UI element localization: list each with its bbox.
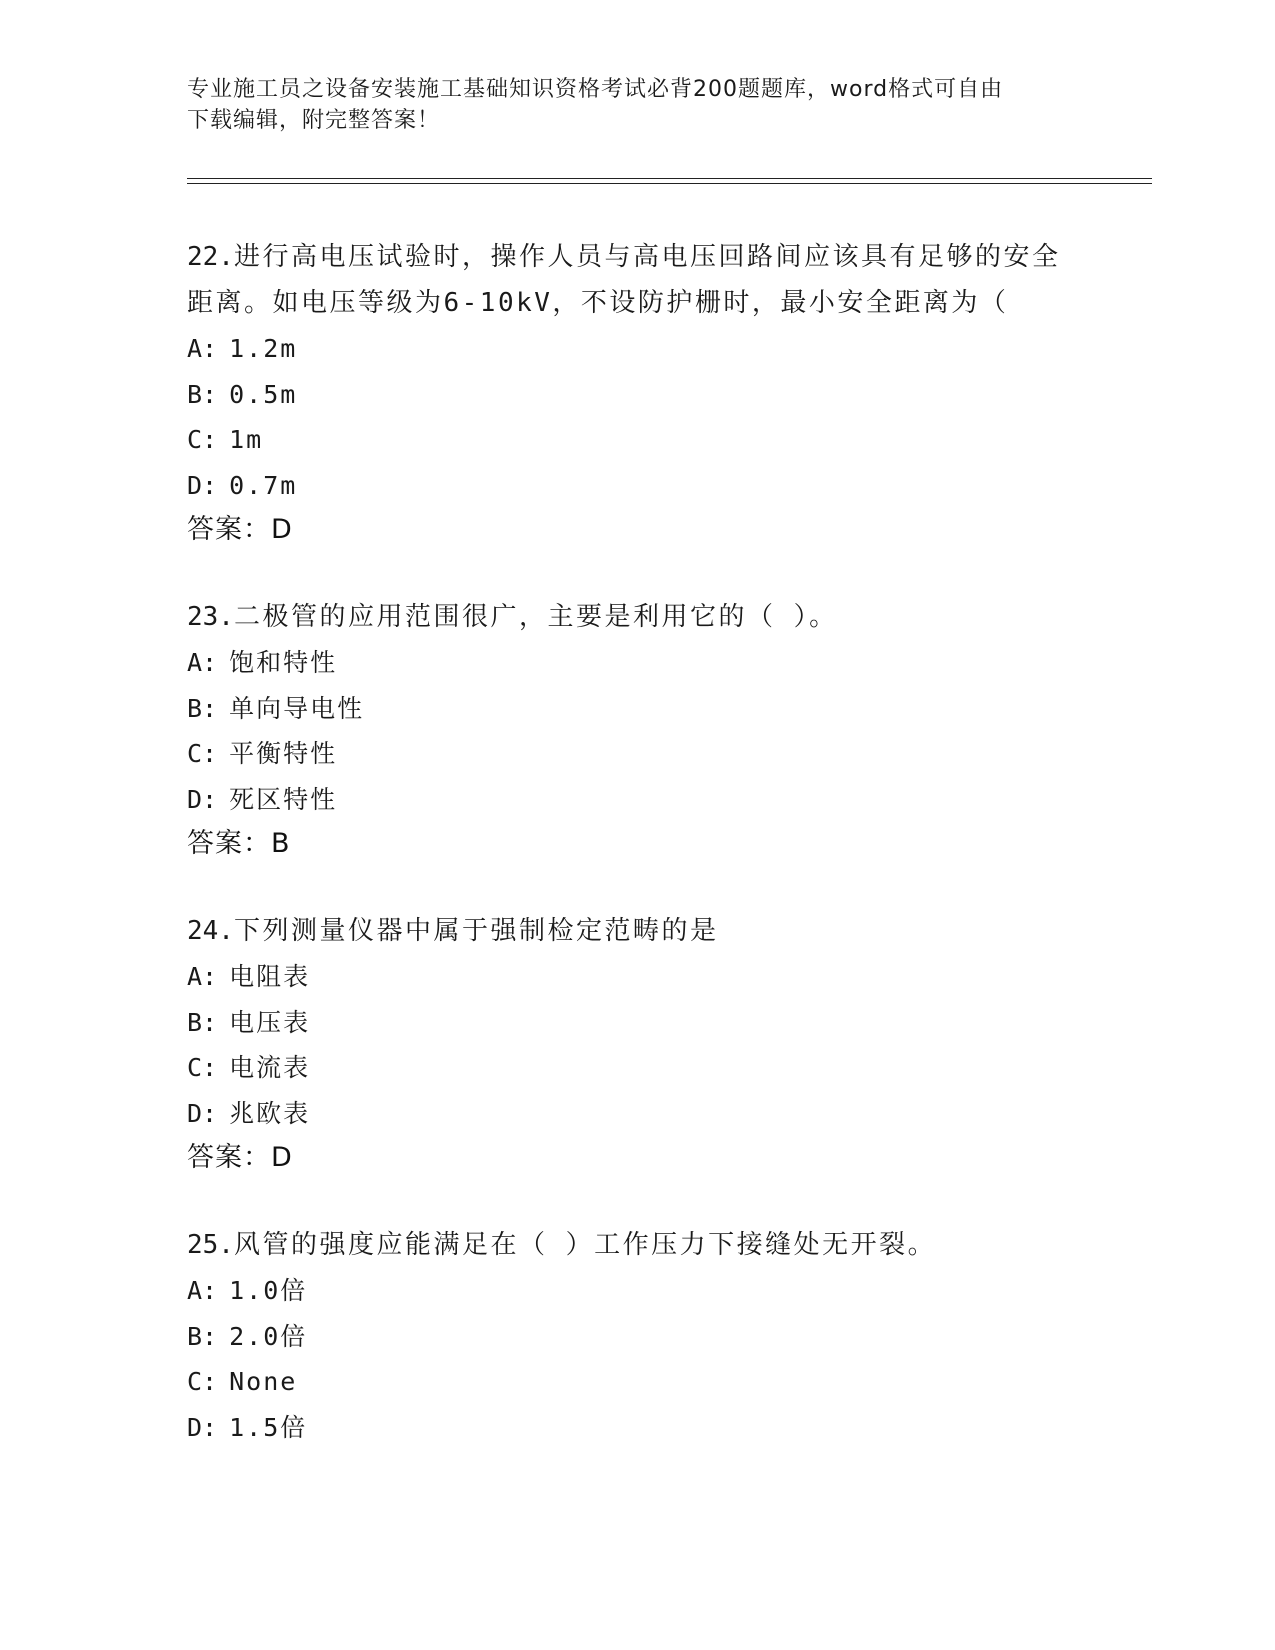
question-25 xyxy=(187,1222,1087,1450)
option-text: 1.0倍 xyxy=(229,1276,308,1305)
option-text: 单向导电性 xyxy=(229,693,365,723)
option-text: 1m xyxy=(229,425,264,454)
question-text-line-1: 风管的强度应能满足在（ ）工作压力下接缝处无开裂。 xyxy=(233,1230,937,1260)
question-text xyxy=(187,1222,1087,1268)
header-divider-top xyxy=(187,178,1152,179)
header-divider-bottom xyxy=(187,183,1152,184)
option-b xyxy=(187,1314,1087,1360)
option-text: 平衡特性 xyxy=(229,739,338,768)
option-letter: A: xyxy=(187,334,218,363)
option-text: 兆欧表 xyxy=(229,1098,311,1128)
header-title-line-2: 下载编辑，附完整答案！ xyxy=(187,108,441,133)
option-c xyxy=(187,417,1087,463)
question-number: 24. xyxy=(187,916,234,946)
answer-label: 答案： xyxy=(187,514,271,545)
document-header xyxy=(187,74,1087,136)
option-letter: D: xyxy=(187,784,218,814)
option-b xyxy=(187,372,1087,418)
question-text-line-1: 下列测量仪器中属于强制检定范畴的是 xyxy=(233,916,719,946)
question-number: 25. xyxy=(187,1230,234,1260)
option-text: 死区特性 xyxy=(229,784,338,814)
option-text: 电压表 xyxy=(229,1007,311,1037)
option-d xyxy=(187,1405,1087,1451)
option-a xyxy=(187,1268,1087,1314)
option-letter: C: xyxy=(187,425,218,454)
option-b xyxy=(187,1000,1087,1046)
option-text: 2.0倍 xyxy=(229,1321,308,1351)
header-title-line-1: 专业施工员之设备安装施工基础知识资格考试必背200题题库，word格式可自由 xyxy=(187,77,1004,102)
answer-value: B xyxy=(271,828,291,859)
option-letter: D: xyxy=(187,1412,218,1442)
question-24 xyxy=(187,908,1087,1180)
option-letter: B: xyxy=(187,379,218,409)
option-text: 0.7m xyxy=(229,470,298,500)
option-a xyxy=(187,640,1087,686)
option-letter: C: xyxy=(187,1053,218,1082)
question-text xyxy=(187,234,1087,280)
option-letter: A: xyxy=(187,648,218,677)
question-text-line-2: 距离。如电压等级为6-10kV，不设防护栅时，最小安全距离为（ xyxy=(187,288,1009,318)
option-d xyxy=(187,463,1087,509)
option-d xyxy=(187,1091,1087,1137)
answer-label: 答案： xyxy=(187,828,271,859)
option-text: 电流表 xyxy=(229,1053,311,1082)
option-c xyxy=(187,1045,1087,1091)
question-22 xyxy=(187,234,1087,552)
question-text-line-1: 进行高电压试验时，操作人员与高电压回路间应该具有足够的安全 xyxy=(233,242,1061,272)
option-letter: D: xyxy=(187,470,218,500)
option-letter: B: xyxy=(187,1007,218,1037)
option-c xyxy=(187,731,1087,777)
option-text: 饱和特性 xyxy=(229,648,338,677)
question-23 xyxy=(187,594,1087,866)
question-text xyxy=(187,594,1087,640)
option-a xyxy=(187,326,1087,372)
option-letter: A: xyxy=(187,1276,218,1305)
answer-value: D xyxy=(271,514,293,545)
answer-value: D xyxy=(271,1142,293,1173)
option-letter: B: xyxy=(187,693,218,723)
option-text: 1.2m xyxy=(229,334,298,363)
option-text: None xyxy=(229,1367,298,1396)
option-b xyxy=(187,686,1087,732)
option-text: 电阻表 xyxy=(229,962,311,991)
option-letter: C: xyxy=(187,1367,218,1396)
answer-line xyxy=(187,508,1087,552)
answer-line xyxy=(187,822,1087,866)
option-text: 1.5倍 xyxy=(229,1412,308,1442)
question-text-line-1: 二极管的应用范围很广，主要是利用它的（ ）。 xyxy=(233,602,838,632)
question-list xyxy=(187,234,1087,1492)
question-text xyxy=(187,908,1087,954)
option-letter: A: xyxy=(187,962,218,991)
answer-line xyxy=(187,1136,1087,1180)
option-d xyxy=(187,777,1087,823)
option-letter: C: xyxy=(187,739,218,768)
option-letter: B: xyxy=(187,1321,218,1351)
question-number: 23. xyxy=(187,602,234,632)
option-c xyxy=(187,1359,1087,1405)
option-text: 0.5m xyxy=(229,379,298,409)
option-a xyxy=(187,954,1087,1000)
answer-label: 答案： xyxy=(187,1142,271,1173)
question-number: 22. xyxy=(187,242,234,272)
option-letter: D: xyxy=(187,1098,218,1128)
